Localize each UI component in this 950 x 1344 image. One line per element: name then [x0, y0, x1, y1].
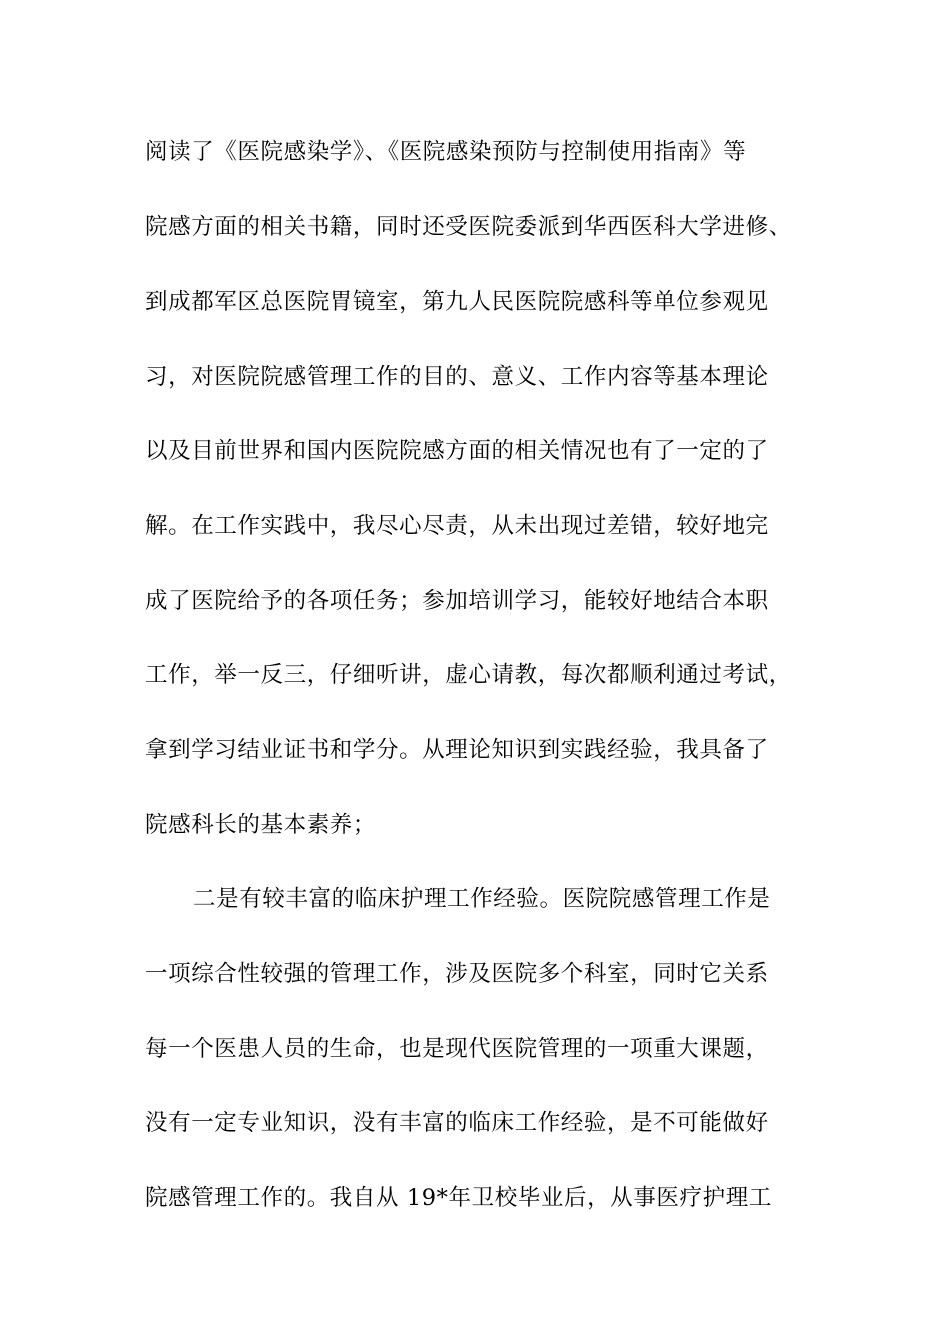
text-line: 院感方面的相关书籍，同时还受医院委派到华西医科大学进修、 [145, 214, 792, 240]
text-line: 阅读了《医院感染学》、《医院感染预防与控制使用指南》等 [145, 139, 747, 165]
text-line: 习，对医院院感管理工作的目的、意义、工作内容等基本理论 [145, 364, 769, 390]
text-line: 一项综合性较强的管理工作，涉及医院多个科室，同时它关系 [145, 961, 769, 987]
text-line: 到成都军区总医院胃镜室，第九人民医院院感科等单位参观见 [145, 289, 769, 315]
text-line: 院感科长的基本素养； [145, 812, 377, 838]
text-line: 解。在工作实践中，我尽心尽责，从未出现过差错，较好地完 [145, 513, 769, 539]
text-line: 工作，举一反三，仔细听讲，虚心请教，每次都顺利通过考试， [145, 662, 792, 688]
paragraph-first-line: 二是有较丰富的临床护理工作经验。医院院感管理工作是 [193, 886, 771, 912]
text-line: 成了医院给予的各项任务；参加培训学习，能较好地结合本职 [145, 588, 769, 614]
text-line: 拿到学习结业证书和学分。从理论知识到实践经验，我具备了 [145, 737, 769, 763]
text-line: 以及目前世界和国内医院院感方面的相关情况也有了一定的了 [145, 438, 769, 464]
text-line: 每一个医患人员的生命，也是现代医院管理的一项重大课题， [145, 1036, 769, 1062]
text-line: 没有一定专业知识，没有丰富的临床工作经验，是不可能做好 [145, 1110, 769, 1136]
text-line: 院感管理工作的。我自从 19*年卫校毕业后，从事医疗护理工 [145, 1185, 772, 1211]
